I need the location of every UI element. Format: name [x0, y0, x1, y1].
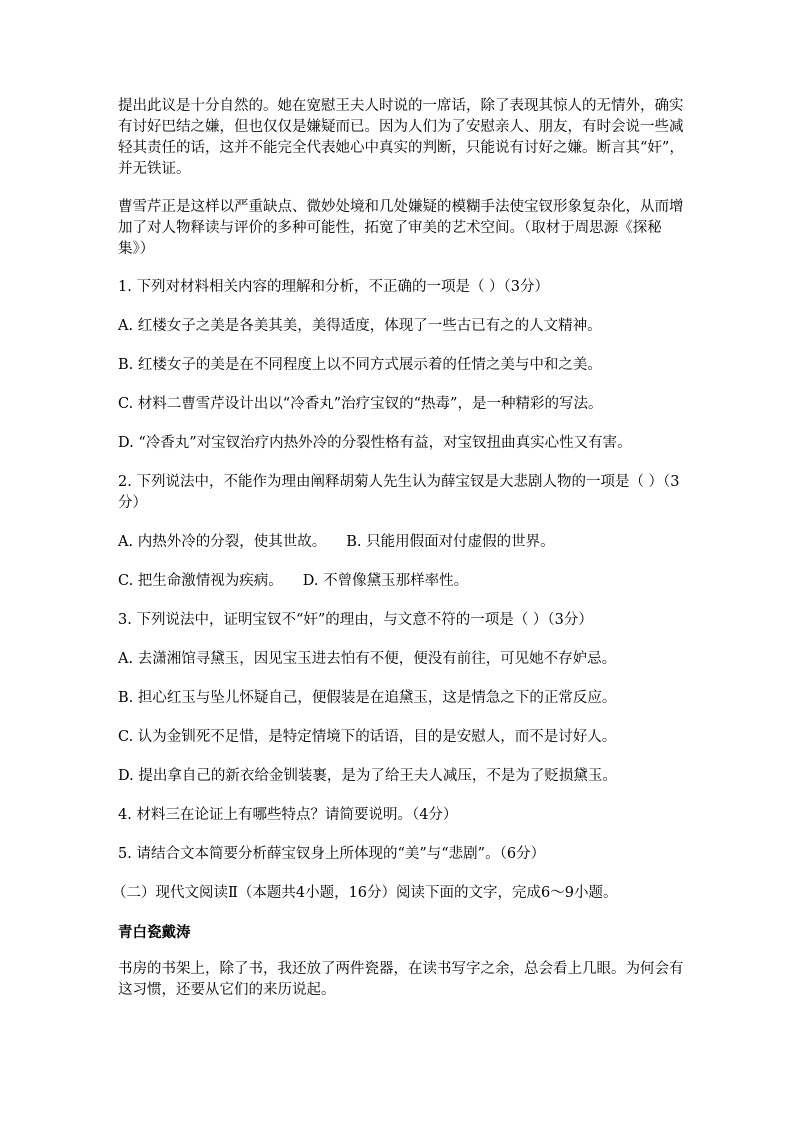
question-3-option-b: B. 担心红玉与坠儿怀疑自己，便假装是在追黛玉，这是情急之下的正常反应。 — [118, 690, 617, 706]
question-3-option-c: C. 认为金钏死不足惜，是特定情境下的话语，目的是安慰人，而不是讨好人。 — [118, 729, 617, 745]
question-2-option-d: D. 不曾像黛玉那样率性。 — [302, 573, 469, 589]
question-2-option-c: C. 把生命激情视为疾病。 — [118, 573, 283, 589]
question-1-option-d: D. “冷香丸”对宝钗治疗内热外冷的分裂性格有益，对宝钗扭曲真实心性又有害。 — [118, 435, 632, 451]
question-1-option-b: B. 红楼女子的美是在不同程度上以不同方式展示着的任情之美与中和之美。 — [118, 357, 602, 373]
section-heading: （二）现代文阅读Ⅱ（本题共4小题，16分）阅读下面的文字，完成6～9小题。 — [112, 885, 618, 901]
question-2-options-cd — [118, 571, 688, 592]
paragraph: 提出此议是十分自然的。她在宽慰王夫人时说的一席话，除了表现其惊人的无情外，确实有讨好巴结之嫌，但也仅仅是嫌疑而已。因为人们为了安慰亲人、朋友，有时会说一些减轻其责任的话，这并不能完全代表她心中真实的判断，只能说有讨好之嫌。断言其“奸”，并无铁证。 — [118, 98, 684, 177]
question-2-option-a: A. 内热外冷的分裂，使其世故。 — [118, 534, 327, 550]
question-1-option-c: C. 材料二曹雪芹设计出以“冷香丸”治疗宝钗的“热毒”，是一种精彩的写法。 — [118, 396, 603, 412]
question-4: 4. 材料三在论证上有哪些特点？请简要说明。（4分） — [118, 807, 458, 823]
paragraph: 曹雪芹正是这样以严重缺点、微妙处境和几处嫌疑的模糊手法使宝钗形象复杂化，从而增加了对人物释读与评价的多种可能性，拓宽了审美的艺术空间。（取材于周思源《探秘集》） — [118, 199, 684, 257]
question-3-option-a: A. 去潇湘馆寻黛玉，因见宝玉进去怕有不便，便没有前往，可见她不存妒忌。 — [118, 651, 617, 667]
document-content — [112, 96, 688, 1019]
question-1-option-a: A. 红楼女子之美是各美其美，美得适度，体现了一些古已有之的人文精神。 — [118, 318, 602, 334]
question-2-option-b: B. 只能用假面对付虚假的世界。 — [346, 534, 555, 550]
question-3-stem: 3. 下列说法中，证明宝钗不“奸”的理由，与文意不符的一项是（ ）（3分） — [118, 612, 593, 628]
question-2-stem: 2. 下列说法中，不能作为理由阐释胡菊人先生认为薛宝钗是大悲剧人物的一项是（ ）（3分） — [118, 474, 680, 511]
article-title: 青白瓷戴涛 — [118, 924, 191, 941]
question-5: 5. 请结合文本简要分析薛宝钗身上所体现的“美”与“悲剧”。（6分） — [118, 846, 546, 862]
article-paragraph: 书房的书架上，除了书，我还放了两件瓷器，在读书写字之余，总会看上几眼。为何会有这习惯，还要从它们的来历说起。 — [118, 961, 684, 998]
question-1-stem: 1. 下列对材料相关内容的理解和分析，不正确的一项是（ ）（3分） — [118, 279, 550, 295]
question-2-options-ab — [118, 532, 688, 553]
question-3-option-d: D. 提出拿自己的新衣给金钏装裹，是为了给王夫人减压，不是为了贬损黛玉。 — [118, 768, 617, 784]
